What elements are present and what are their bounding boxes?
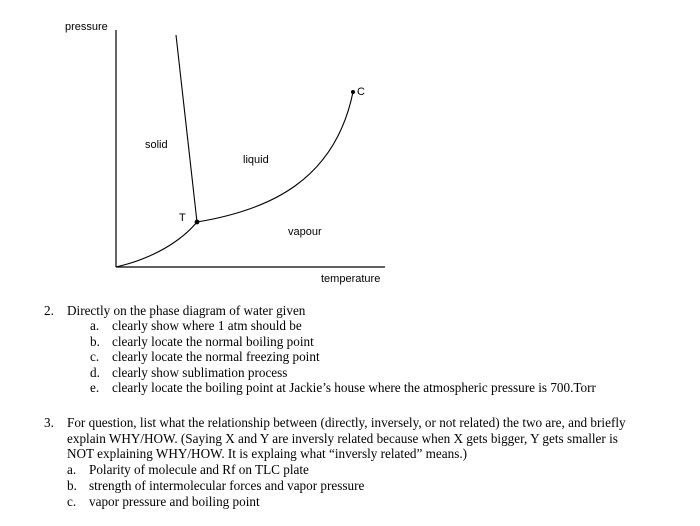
question-2-item-c bbox=[90, 349, 320, 365]
y-axis-label: pressure bbox=[65, 21, 108, 33]
item-text: clearly locate the boiling point at Jackie’s house where the atmospheric pressure is 700.Torr bbox=[112, 380, 596, 395]
question-2-item-b bbox=[90, 334, 314, 350]
item-text: clearly show sublimation process bbox=[112, 365, 288, 380]
triple-point-label: T bbox=[179, 212, 186, 224]
x-axis-label: temperature bbox=[321, 273, 381, 285]
item-text: clearly show where 1 atm should be bbox=[112, 318, 302, 333]
item-text: Polarity of molecule and Rf on TLC plate bbox=[89, 462, 309, 477]
region-label-vapour: vapour bbox=[288, 226, 322, 238]
item-letter: b. bbox=[67, 478, 77, 493]
item-letter: d. bbox=[90, 365, 100, 380]
region-label-liquid: liquid bbox=[243, 154, 269, 166]
region-label-solid: solid bbox=[145, 139, 168, 151]
question-3-item-b bbox=[67, 478, 364, 494]
item-text: strength of intermolecular forces and vapor pressure bbox=[89, 478, 365, 493]
item-letter: a. bbox=[90, 318, 100, 333]
question-3-line-2: explain WHY/HOW. (Saying X and Y are inversly related because when X gets bigger, Y gets smaller is bbox=[67, 431, 618, 446]
item-letter: e. bbox=[90, 380, 100, 395]
question-2-item-d bbox=[90, 365, 287, 381]
item-letter: c. bbox=[67, 494, 77, 509]
item-text: vapor pressure and boiling point bbox=[89, 494, 260, 509]
critical-point-marker bbox=[351, 90, 355, 94]
question-3-line-1: For question, list what the relationship between (directly, inversely, or not related) the two are, and briefly bbox=[67, 415, 626, 430]
question-2-item-a bbox=[90, 318, 302, 334]
critical-point-label: C bbox=[357, 86, 365, 98]
question-2-text: Directly on the phase diagram of water given bbox=[67, 303, 306, 318]
question-3-item-a bbox=[67, 462, 309, 478]
item-letter: b. bbox=[90, 334, 100, 349]
item-text: clearly locate the normal boiling point bbox=[112, 334, 314, 349]
item-letter: c. bbox=[90, 349, 100, 364]
item-text: clearly locate the normal freezing point bbox=[112, 349, 320, 364]
question-2-item-e bbox=[90, 380, 596, 396]
question-2-number: 2. bbox=[44, 303, 54, 318]
question-3-number: 3. bbox=[44, 415, 54, 430]
question-3-item-c bbox=[67, 494, 260, 510]
fusion-line bbox=[176, 35, 197, 222]
question-3-line-3: NOT explaining WHY/HOW. It is explaing what “inversly related” means.) bbox=[67, 446, 468, 461]
item-letter: a. bbox=[67, 462, 77, 477]
sublimation-curve bbox=[116, 222, 197, 267]
vaporization-curve bbox=[197, 92, 353, 222]
triple-point-marker bbox=[195, 220, 200, 225]
